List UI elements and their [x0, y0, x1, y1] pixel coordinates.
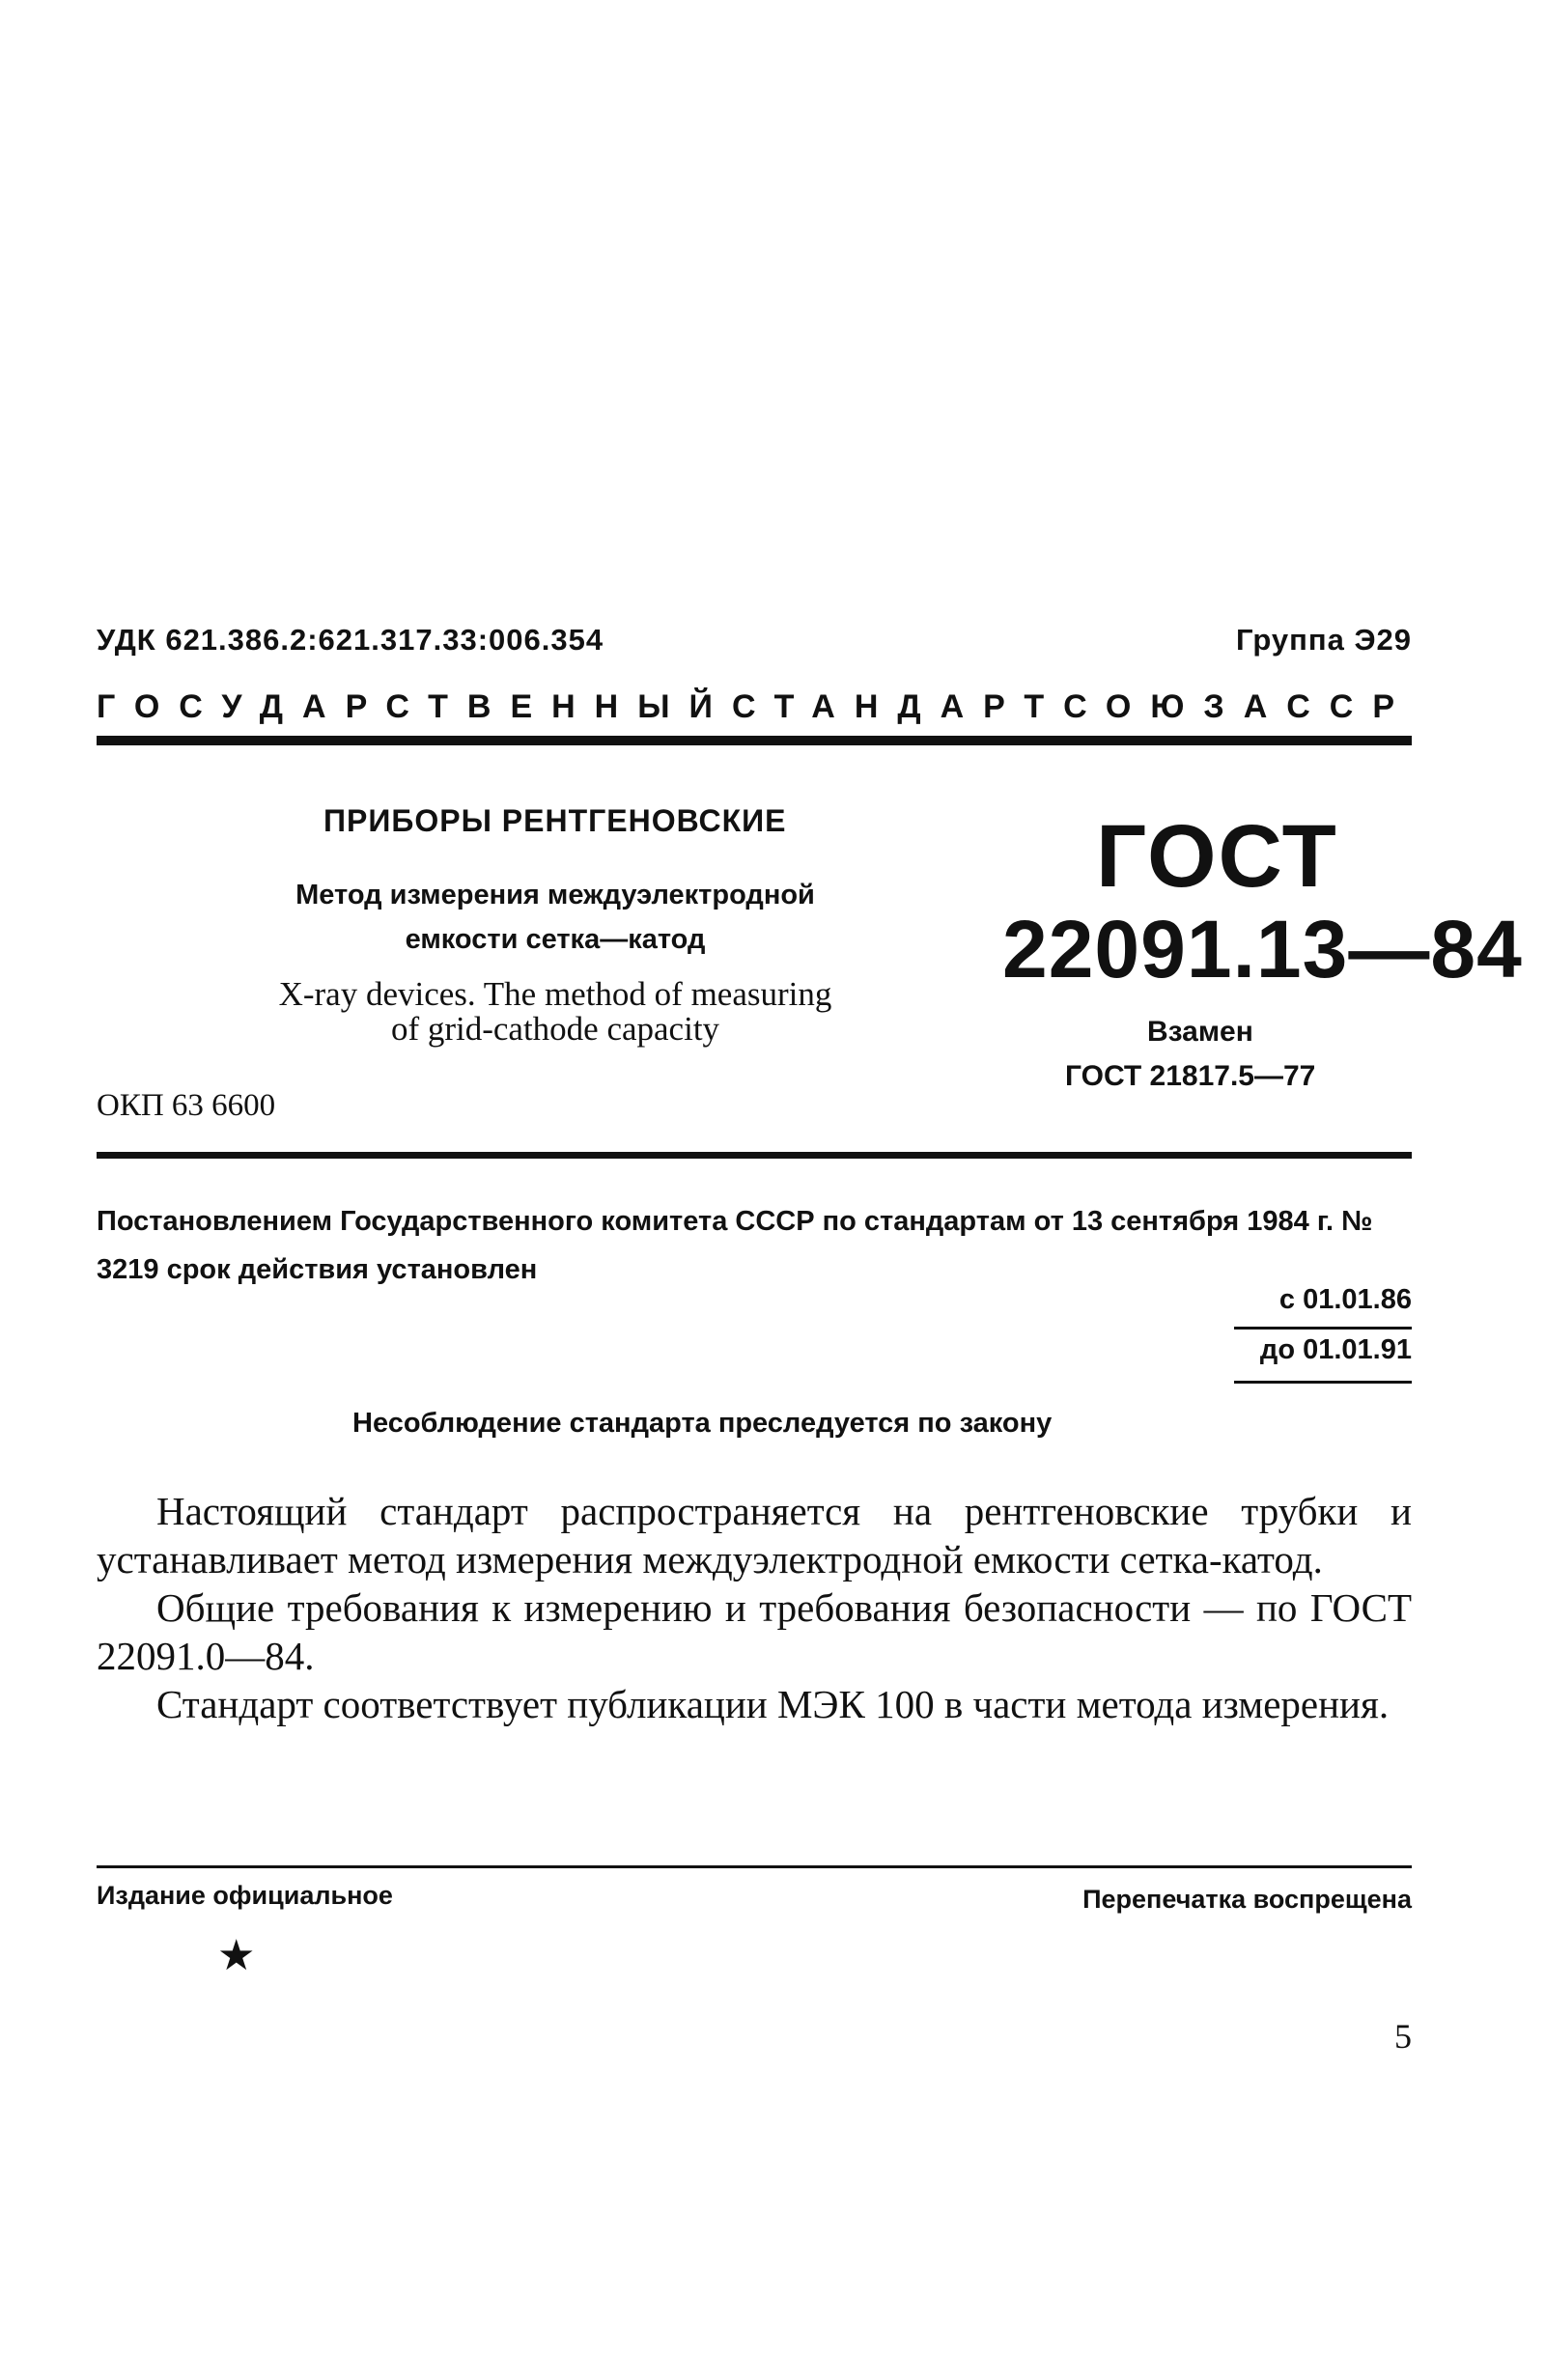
date-divider [1234, 1327, 1412, 1330]
official-edition: Издание официальное [97, 1881, 393, 1910]
valid-to: до 01.01.91 [1259, 1334, 1412, 1365]
title-en-line: X-ray devices. The method of measuring [278, 975, 832, 1013]
method-title-line: емкости сетка—катод [405, 924, 706, 955]
valid-from: с 01.01.86 [1278, 1284, 1412, 1315]
body-paragraph: Стандарт соответствует публикации МЭК 100 в части метода измерения. [156, 1682, 1390, 1726]
body-text [97, 1487, 1412, 1728]
method-title-line: Метод измерения междуэлектродной [295, 880, 815, 910]
banner-word: СОЮЗА [1063, 688, 1287, 725]
gost-label: ГОСТ [1096, 807, 1338, 906]
group-code: Группа Э29 [1236, 623, 1412, 657]
title-en [227, 977, 884, 1047]
page-number: 5 [1394, 2017, 1412, 2056]
footer-rule [97, 1865, 1412, 1868]
title-ru: ПРИБОРЫ РЕНТГЕНОВСКИЕ [323, 803, 787, 838]
title-en-line: of grid-cathode capacity [390, 1010, 720, 1048]
reprint-prohibited: Перепечатка воспрещена [1082, 1885, 1412, 1914]
banner-word: ГОСУДАРСТВЕННЫЙ [97, 688, 732, 725]
method-title-ru [241, 873, 869, 962]
law-notice: Несоблюдение стандарта преследуется по закону [352, 1408, 1053, 1439]
header-rule [97, 736, 1412, 745]
star-icon: ★ [217, 1932, 256, 1979]
udk-code: УДК 621.386.2:621.317.33:006.354 [97, 623, 604, 657]
decree-text: Постановлением Государственного комитета СССР по стандартам от 13 сентября 1984 г. № 3219 срок действия установлен [97, 1206, 1373, 1285]
section-rule [97, 1152, 1412, 1159]
state-standard-banner [97, 688, 1415, 726]
banner-word: ССР [1286, 688, 1415, 725]
replaces-label: Взамен [1147, 1016, 1253, 1048]
banner-word: СТАНДАРТ [731, 688, 1064, 725]
body-paragraph: Настоящий стандарт распространяется на рентгеновские трубки и устанавливает метод измерения междуэлектродной емкости сетка-катод. [97, 1489, 1412, 1582]
okp-code: ОКП 63 6600 [97, 1088, 276, 1123]
gost-number: 22091.13—84 [1002, 904, 1523, 994]
replaces-standard: ГОСТ 21817.5—77 [1065, 1060, 1316, 1092]
date-underline [1234, 1381, 1412, 1384]
body-paragraph: Общие требования к измерению и требования безопасности — по ГОСТ 22091.0—84. [97, 1585, 1412, 1678]
